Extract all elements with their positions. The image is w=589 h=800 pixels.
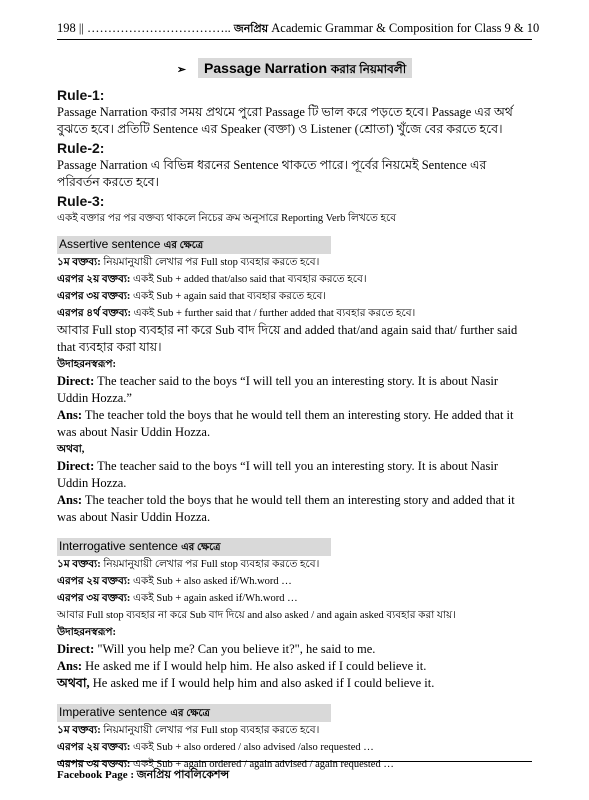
direct-label: Direct: xyxy=(57,374,95,388)
ans-text: He asked me if I would help him. He also asked if I could believe it. xyxy=(85,659,427,673)
brand-name: জনপ্রিয় xyxy=(233,23,269,35)
ans-label: Ans: xyxy=(57,493,83,507)
line-label: এরপর ২য় বক্তব্য: xyxy=(57,576,131,587)
assertive-line-2 xyxy=(57,271,532,288)
ans-label: Ans: xyxy=(57,408,83,422)
line-text: নিয়মানুযায়ী লেখার পর Full stop ব্যবহার করতে হবে। xyxy=(103,725,320,736)
assertive-line-1 xyxy=(57,254,532,271)
assertive-ex2-ans xyxy=(57,492,532,526)
assertive-line-3 xyxy=(57,288,532,305)
footer-value: জনপ্রিয় পাবলিকেশন্স xyxy=(136,769,230,781)
book-title: Academic Grammar & Composition for Class 9 & 10 xyxy=(271,21,540,35)
interrogative-heading xyxy=(57,538,331,556)
arrow-icon: ➢ xyxy=(176,64,187,76)
line-label: ১ম বক্তব্য: xyxy=(57,559,101,570)
or-text: He asked me if I would help him and also asked if I could believe it. xyxy=(92,676,435,690)
assertive-heading-en: Assertive sentence xyxy=(59,237,161,251)
line-text: একই Sub + further said that / further added that ব্যবহার করতে হবে। xyxy=(133,308,416,319)
imperative-line-2 xyxy=(57,739,532,756)
rule-3-heading: Rule-3: xyxy=(57,193,105,209)
line-text: একই Sub + also ordered / also advised /also requested … xyxy=(132,742,374,753)
interrogative-line-1 xyxy=(57,556,532,573)
line-label: এরপর ৩য় বক্তব্য: xyxy=(57,593,131,604)
line-text: নিয়মানুযায়ী লেখার পর Full stop ব্যবহার করতে হবে। xyxy=(103,559,320,570)
interrogative-heading-bn: এর ক্ষেত্রে xyxy=(181,542,221,553)
line-label: এরপর ২য় বক্তব্য: xyxy=(57,742,131,753)
rule-1-heading: Rule-1: xyxy=(57,87,105,103)
assertive-example-label: উদাহরনস্বরূপ: xyxy=(57,359,116,370)
line-text: একই Sub + again ordered / again advised / again requested … xyxy=(132,759,394,770)
page-number: 198 || xyxy=(57,21,84,35)
interrogative-example-label: উদাহরনস্বরূপ: xyxy=(57,627,116,638)
interrogative-heading-en: Interrogative sentence xyxy=(59,539,178,553)
interrogative-or xyxy=(57,675,532,692)
imperative-line-1 xyxy=(57,722,532,739)
assertive-ex2-direct xyxy=(57,458,532,492)
assertive-heading xyxy=(57,236,331,254)
section-title xyxy=(57,60,532,81)
line-text: একই Sub + also asked if/Wh.word … xyxy=(132,576,292,587)
interrogative-ans xyxy=(57,658,532,675)
imperative-heading-bn: এর ক্ষেত্রে xyxy=(170,708,210,719)
rule-3-text: একই বক্তার পর পর বক্তব্য থাকলে নিচের ক্রম অনুসারে Reporting Verb লিখতে হবে xyxy=(57,213,397,224)
line-label: এরপর ৩য় বক্তব্য: xyxy=(57,291,131,302)
rule-2-heading: Rule-2: xyxy=(57,140,105,156)
interrogative-line-3 xyxy=(57,590,532,607)
footer-label: Facebook Page : xyxy=(57,769,134,781)
interrogative-line-2 xyxy=(57,573,532,590)
direct-label: Direct: xyxy=(57,642,95,656)
assertive-line-4 xyxy=(57,305,532,322)
line-label: এরপর ৪র্থ বক্তব্য: xyxy=(57,308,131,319)
line-text: একই Sub + added that/also said that ব্যবহার করতে হবে। xyxy=(132,274,367,285)
direct-text: "Will you help me? Can you believe it?", he said to me. xyxy=(97,642,376,656)
direct-text: The teacher said to the boys “I will tell you an interesting story. It is about Nasir Uddin Hozza. xyxy=(57,459,498,490)
line-text: নিয়মানুযায়ী লেখার পর Full stop ব্যবহার করতে হবে। xyxy=(103,257,320,268)
title-bengali: করার নিয়মাবলী xyxy=(330,62,407,76)
page-footer xyxy=(57,761,532,785)
header-dots: …………………………….. xyxy=(87,21,231,35)
line-label: ১ম বক্তব্য: xyxy=(57,257,101,268)
imperative-heading-en: Imperative sentence xyxy=(59,705,168,719)
assertive-note: আবার Full stop ব্যবহার না করে Sub বাদ দিয়ে and added that/and again said that/ further said that ব্যবহার করা যায়। xyxy=(57,323,518,354)
direct-label: Direct: xyxy=(57,459,95,473)
line-text: একই Sub + again said that ব্যবহার করতে হবে। xyxy=(132,291,327,302)
assertive-heading-bn: এর ক্ষেত্রে xyxy=(163,240,204,251)
ans-text: The teacher told the boys that he would tell them an interesting story and added that it was about Nasir Uddin Hozza. xyxy=(57,493,515,524)
ans-text: The teacher told the boys that he would tell them an interesting story. He added that it was about Nasir Uddin Hozza. xyxy=(57,408,514,439)
line-text: একই Sub + again asked if/Wh.word … xyxy=(132,593,298,604)
line-label: এরপর ২য় বক্তব্য: xyxy=(57,274,131,285)
interrogative-direct xyxy=(57,641,532,658)
running-header xyxy=(57,20,540,40)
title-english: Passage Narration xyxy=(204,60,327,76)
interrogative-note: আবার Full stop ব্যবহার না করে Sub বাদ দিয়ে and also asked / and again asked ব্যবহার করা যায়। xyxy=(57,610,456,621)
assertive-ex1-ans xyxy=(57,407,532,441)
line-label: ১ম বক্তব্য: xyxy=(57,725,101,736)
or-label: অথবা, xyxy=(57,676,90,690)
direct-text: The teacher said to the boys “I will tell you an interesting story. It is about Nasir Uddin Hozza.” xyxy=(57,374,498,405)
imperative-heading xyxy=(57,704,331,722)
page xyxy=(57,20,540,773)
ans-label: Ans: xyxy=(57,659,83,673)
rule-1-text: Passage Narration করার সময় প্রথমে পুরো Passage টি ভাল করে পড়তে হবে। Passage এর অর্থ বুঝতে হবে। প্রতিটি Sentence এর Speaker (বক্তা) ও Listener (শ্রোতা) খুঁজে বের করতে হবে। xyxy=(57,105,513,136)
assertive-or-label: অথবা, xyxy=(57,444,85,455)
rule-2-text: Passage Narration এ বিভিন্ন ধরনের Sentence থাকতে পারে। পূর্বের নিয়মেই Sentence এর পরিবর্তন করতে হবে। xyxy=(57,158,487,189)
line-label: এরপর ৩য় বক্তব্য: xyxy=(57,759,131,770)
assertive-ex1-direct xyxy=(57,373,532,407)
